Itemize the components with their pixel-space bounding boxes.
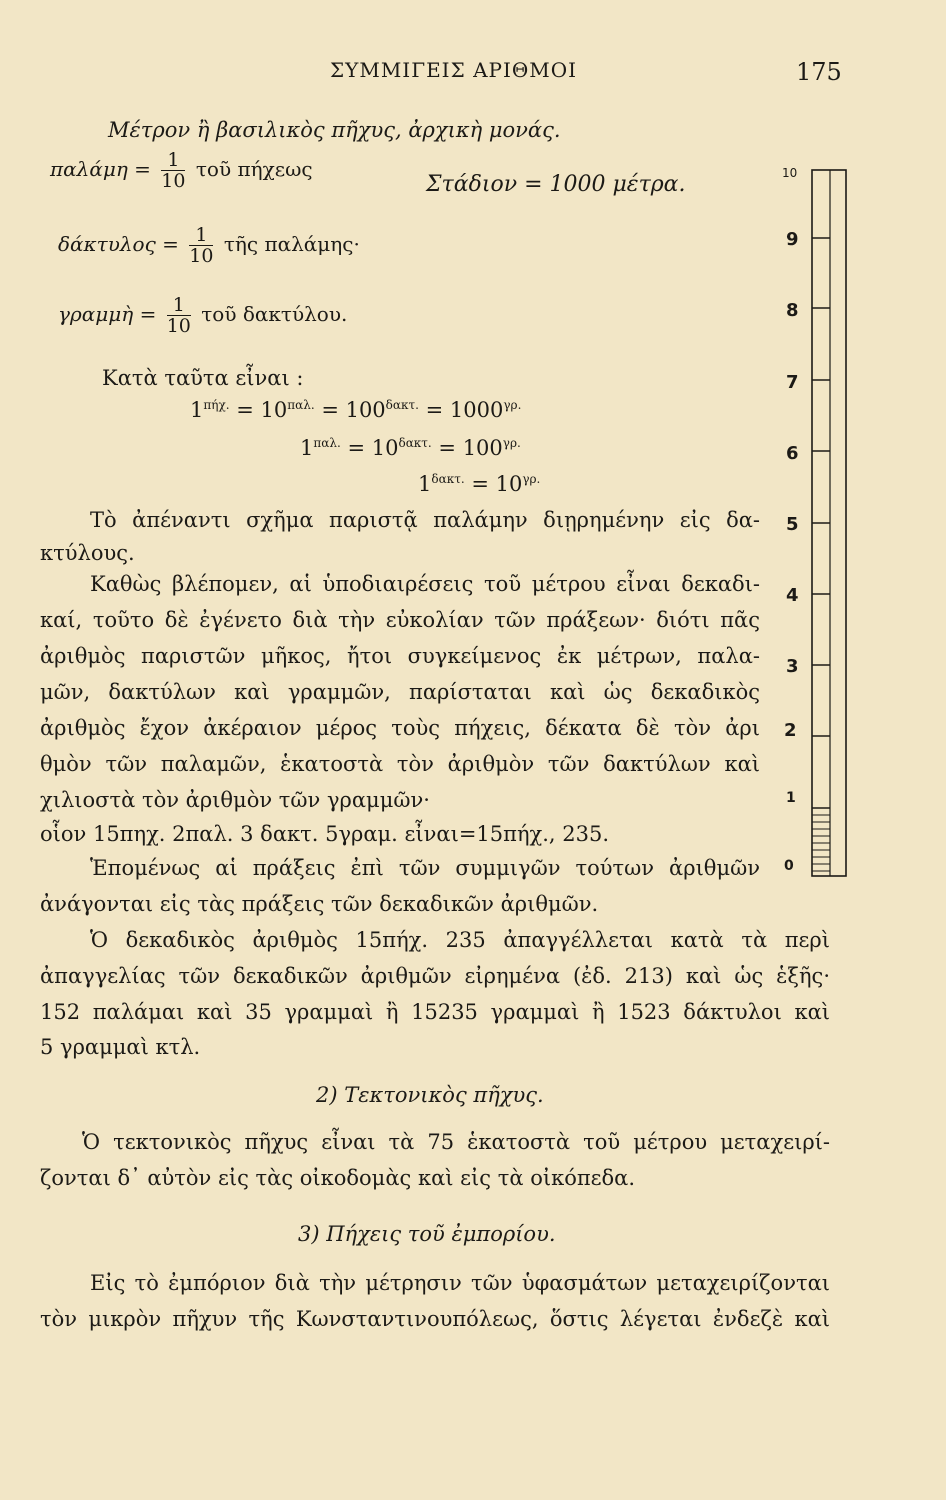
text-line: ἀριθμὸς παριστῶν μῆκος, ἤτοι συγκείμενος ἐκ μέτρων, παλα- [40,644,760,668]
def-grammi [58,295,347,336]
ruler-label: 8 [786,300,799,321]
text-line: 5 γραμμαὶ κτλ. [40,1035,201,1059]
fraction-numerator: 1 [167,295,191,316]
eq-unit: πήχ. [203,398,230,412]
text-line: Ὁ δεκαδικὸς ἀριθμὸς 15πήχ. 235 ἀπαγγέλλεται κατὰ τὰ περὶ [90,928,830,952]
equals-sign: = [139,302,157,326]
eq-value: 1 [300,436,314,460]
eq-unit: παλ. [313,436,341,450]
fraction [189,225,213,266]
eq-unit: δακτ. [398,436,432,450]
text-line: 152 παλάμαι καὶ 35 γραμμαὶ ἢ 15235 γραμμαὶ ἢ 1523 δάκτυλοι καὶ [40,1000,830,1024]
equivalence-row-1 [190,398,521,422]
running-header: ΣΥΜΜΙΓΕΙΣ ΑΡΙΘΜΟΙ [330,58,578,82]
section-heading-3: 3) Πήχεις τοῦ ἐμπορίου. [298,1222,556,1246]
ruler-label: 6 [786,443,799,464]
eq-value: = 10 [464,472,523,496]
fraction-denominator: 10 [189,245,214,267]
eq-unit: γρ. [502,436,521,450]
ruler-label: 9 [786,229,799,250]
grammi-rest: τοῦ δακτύλου. [201,302,348,326]
ruler-label: 3 [786,656,799,677]
text-line: οἷον 15πηχ. 2παλ. 3 δακτ. 5γραμ. εἶναι=15πήχ., 235. [40,822,610,846]
fraction [161,150,185,191]
def-daktylos [58,225,360,266]
ruler-label: 2 [784,720,797,741]
text-line: Ὁ τεκτονικὸς πῆχυς εἶναι τὰ 75 ἑκατοστὰ τοῦ μέτρου μεταχειρί- [82,1130,830,1154]
eq-unit: δακτ. [431,472,465,486]
palami-term: παλάμη [50,157,128,181]
eq-value: = 100 [314,398,386,422]
eq-value: = 10 [229,398,288,422]
ruler-label: 1 [786,790,796,806]
palami-rest: τοῦ πήχεως [195,157,313,181]
fraction-denominator: 10 [166,315,191,337]
text-line: Εἰς τὸ ἐμπόριον διὰ τὴν μέτρησιν τῶν ὑφασμάτων μεταχειρίζονται [90,1271,830,1295]
daktylos-term: δάκτυλος [58,232,156,256]
text-line: κτύλους. [40,541,135,565]
text-line: τὸν μικρὸν πῆχυν τῆς Κωνσταντινουπόλεως, ὅστις λέγεται ἐνδεζὲ καὶ [40,1307,830,1331]
equivalence-row-2 [300,436,521,460]
ruler-label: 5 [786,514,799,535]
eq-value: 1 [190,398,204,422]
text-line: Ἑπομένως αἱ πράξεις ἐπὶ τῶν συμμιγῶν τούτων ἀριθμῶν [90,856,760,880]
ruler-label: 0 [784,858,794,874]
text-line: καί, τοῦτο δὲ ἐγένετο διὰ τὴν εὐκολίαν τῶν πράξεων· διότι πᾶς [40,608,760,632]
daktylos-rest: τῆς παλάμης· [223,232,360,256]
equals-sign: = [134,157,151,181]
fraction-numerator: 1 [189,225,213,246]
text-line: ζονται δ᾽ αὐτὸν εἰς τὰς οἰκοδομὰς καὶ εἰς τὰ οἰκόπεδα. [40,1166,636,1190]
eq-unit: δακτ. [385,398,419,412]
text-line: ἀριθμὸς ἔχον ἀκέραιον μέρος τοὺς πήχεις, δέκατα δὲ τὸν ἀρι [40,716,760,740]
text-line: χιλιοστὰ τὸν ἀριθμὸν τῶν γραμμῶν· [40,788,430,812]
fraction-numerator: 1 [161,150,185,171]
text-line: ἀνάγονται εἰς τὰς πράξεις τῶν δεκαδικῶν ἀριθμῶν. [40,892,599,916]
fraction [167,295,191,336]
equivalence-row-3 [418,472,540,496]
eq-unit: παλ. [287,398,315,412]
equals-sign: = [162,232,179,256]
eq-unit: γρ. [503,398,522,412]
text-line: μῶν, δακτύλων καὶ γραμμῶν, παρίσταται καὶ ὡς δεκαδικὸς [40,680,760,704]
section-heading-2: 2) Τεκτονικὸς πῆχυς. [316,1083,544,1107]
ruler-label: 7 [786,372,799,393]
text-line: ἀπαγγελίας τῶν δεκαδικῶν ἀριθμῶν εἰρημένα (ἐδ. 213) καὶ ὡς ἑξῆς· [40,964,830,988]
definitions-title: Μέτρον ἢ βασιλικὸς πῆχυς, ἀρχικὴ μονάς. [108,118,561,142]
equivalences-intro: Κατὰ ταῦτα εἶναι : [102,366,304,390]
grammi-term: γραμμὴ [58,302,134,326]
ruler-label: 10 [782,166,798,180]
eq-value: = 1000 [418,398,504,422]
ruler-label: 4 [786,585,799,606]
page-number: 175 [796,58,842,86]
eq-value: = 100 [431,436,503,460]
text-line: Τὸ ἀπέναντι σχῆμα παριστᾷ παλάμην διῃρημένην εἰς δα- [90,508,760,532]
eq-value: = 10 [340,436,399,460]
text-line: θμὸν τῶν παλαμῶν, ἑκατοστὰ τὸν ἀριθμὸν τῶν δακτύλων καὶ [40,752,760,776]
def-palami [50,150,313,191]
stadion-def: Στάδιον = 1000 μέτρα. [426,172,686,197]
eq-value: 1 [418,472,432,496]
fraction-denominator: 10 [161,170,186,192]
eq-unit: γρ. [522,472,541,486]
palm-ruler-figure [806,168,850,880]
text-line: Καθὼς βλέπομεν, αἱ ὑποδιαιρέσεις τοῦ μέτρου εἶναι δεκαδι- [90,572,760,596]
